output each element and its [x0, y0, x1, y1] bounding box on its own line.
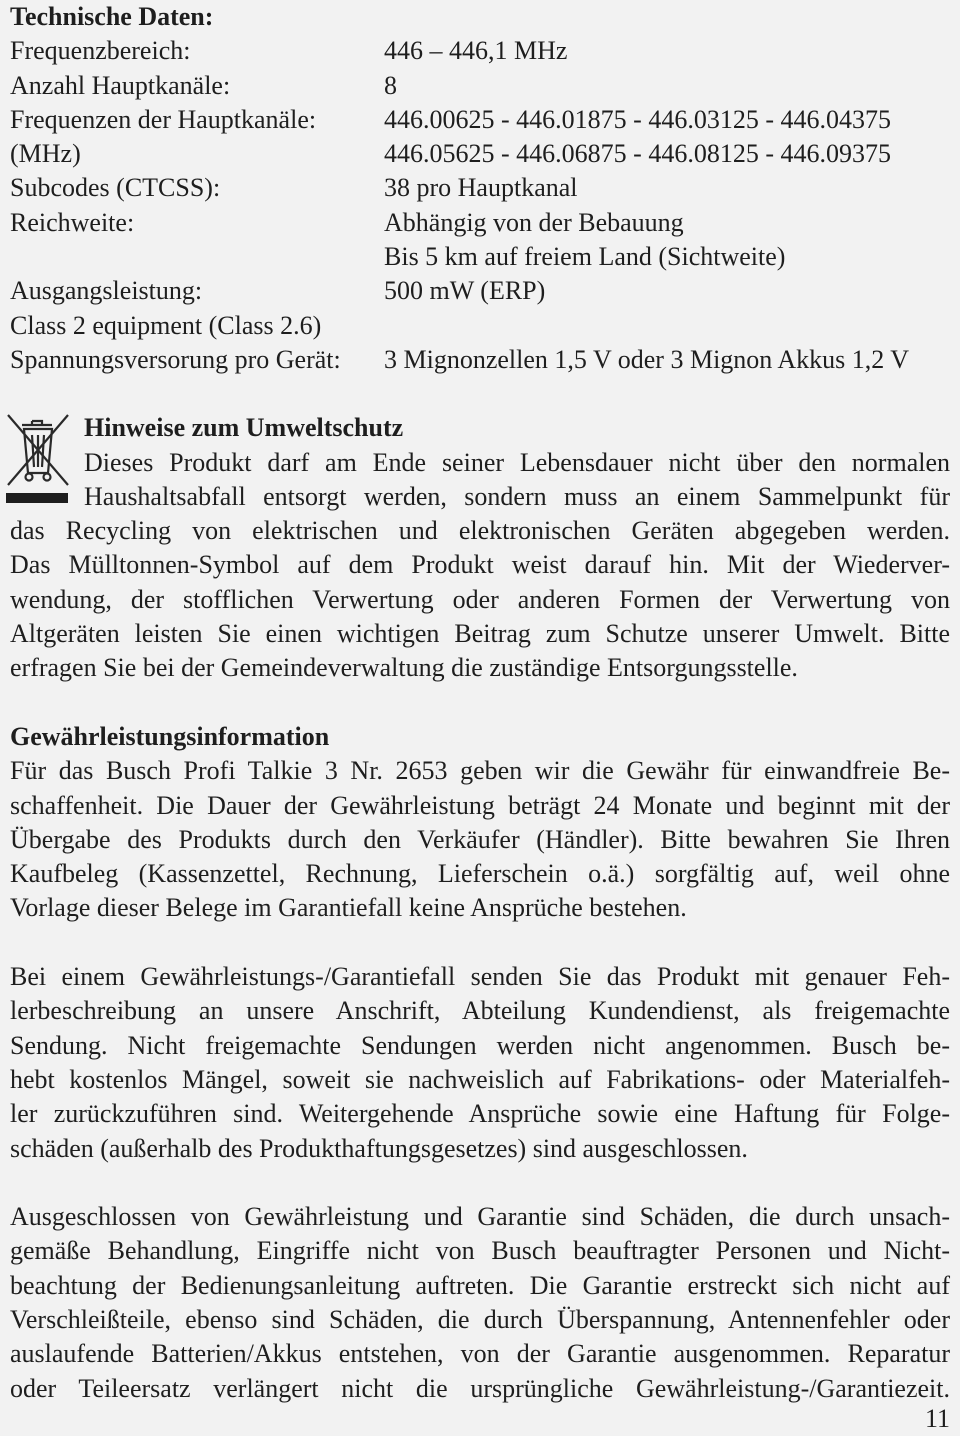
text-line: schäden (außerhalb des Produkthaftungsgesetzes) sind ausgeschlossen.	[10, 1133, 748, 1163]
spec-value: Bis 5 km auf freiem Land (Sichtweite)	[384, 242, 786, 272]
warranty-paragraph	[10, 754, 950, 925]
environment-line: Dieses Produkt darf am Ende seiner Lebensdauer nicht über den normalen	[84, 447, 950, 477]
spec-label	[10, 240, 384, 274]
spec-value: 8	[384, 70, 397, 100]
spec-value: 3 Mignonzellen 1,5 V oder 3 Mignon Akkus 1,2 V	[384, 344, 910, 374]
environment-line: wendung, der stofflichen Verwertung oder anderen Formen der Verwertung von	[10, 584, 950, 614]
spec-label: Ausgangsleistung:	[10, 276, 203, 306]
text-line: Sendung. Nicht freigemachte Sendungen werden nicht angenommen. Busch be-	[10, 1030, 950, 1060]
text-line: oder Teileersatz verlängert nicht die ursprüngliche Gewährleistung-/Garantiezeit.	[10, 1373, 950, 1403]
environment-line: erfragen Sie bei der Gemeindeverwaltung die zuständige Entsorgungsstelle.	[10, 653, 798, 683]
spec-value: Abhängig von der Bebauung	[384, 207, 684, 237]
environment-title: Hinweise zum Umweltschutz	[84, 413, 404, 443]
spec-row	[10, 274, 950, 308]
spec-value: 446.05625 - 446.06875 - 446.08125 - 446.09375	[384, 139, 891, 169]
spec-value	[384, 309, 950, 343]
text-line: Vorlage dieser Belege im Garantiefall keine Ansprüche bestehen.	[10, 893, 687, 923]
text-line: gemäße Behandlung, Eingriffe nicht von Busch beauftragter Personen und Nicht-	[10, 1236, 950, 1266]
spec-table	[10, 34, 950, 377]
spec-value: 500 mW (ERP)	[384, 276, 546, 306]
spec-label: Frequenzbereich:	[10, 36, 191, 66]
warranty-title: Gewährleistungsinformation	[10, 721, 330, 751]
text-line: Kaufbeleg (Kassenzettel, Rechnung, Lieferschein o.ä.) sorgfältig auf, weil ohne	[10, 859, 950, 889]
spec-label: (MHz)	[10, 139, 81, 169]
environment-line: das Recycling von elektrischen und elektronischen Geräten abgegeben werden.	[10, 516, 950, 546]
text-line: Verschleißteile, ebenso sind Schäden, die durch Überspannung, Antennenfehler oder	[10, 1304, 950, 1334]
spec-row	[10, 137, 950, 171]
spec-row	[10, 171, 950, 205]
text-line: schaffenheit. Die Dauer der Gewährleistung beträgt 24 Monate und beginnt mit der	[10, 790, 950, 820]
environment-section	[10, 411, 950, 685]
spacer	[10, 926, 950, 960]
spacer	[10, 686, 950, 720]
spec-value: 38 pro Hauptkanal	[384, 173, 578, 203]
spec-label: Frequenzen der Hauptkanäle:	[10, 104, 317, 134]
text-line: Für das Busch Profi Talkie 3 Nr. 2653 geben wir die Gewähr für einwandfreie Be-	[10, 756, 950, 786]
spec-row	[10, 34, 950, 68]
text-line: Bei einem Gewährleistungs-/Garantiefall senden Sie das Produkt mit genauer Feh-	[10, 962, 950, 992]
text-line: ler zurückzuführen sind. Weitergehende Ansprüche sowie eine Haftung für Folge-	[10, 1099, 950, 1129]
spec-row	[10, 240, 950, 274]
spec-row	[10, 103, 950, 137]
warranty-paragraph	[10, 960, 950, 1166]
warranty-paragraph	[10, 1200, 950, 1406]
text-line: beachtung der Bedienungsanleitung auftreten. Die Garantie erstreckt sich nicht auf	[10, 1270, 950, 1300]
text-line: lerbeschreibung an unsere Anschrift, Abteilung Kundendienst, als freigemachte	[10, 996, 950, 1026]
text-line: hebt kostenlos Mängel, soweit sie nachweislich auf Fabrikations- oder Materialfeh-	[10, 1064, 950, 1094]
spacer	[10, 1166, 950, 1200]
crossed-out-wheelie-bin-icon	[2, 411, 72, 511]
text-line: auslaufende Batterien/Akkus entstehen, von der Garantie ausgenommen. Reparatur	[10, 1339, 950, 1369]
text-line: Ausgeschlossen von Gewährleistung und Garantie sind Schäden, die durch unsach-	[10, 1202, 950, 1232]
spec-label: Class 2 equipment (Class 2.6)	[10, 310, 322, 340]
text-line: Übergabe des Produkts durch den Verkäufer (Händler). Bitte bewahren Sie Ihren	[10, 824, 950, 854]
spec-label: Reichweite:	[10, 207, 135, 237]
spec-value: 446.00625 - 446.01875 - 446.03125 - 446.04375	[384, 104, 891, 134]
spec-row	[10, 343, 950, 377]
environment-line: Das Mülltonnen-Symbol auf dem Produkt weist darauf hin. Mit der Wiederver-	[10, 550, 950, 580]
spec-row	[10, 69, 950, 103]
tech-data-title: Technische Daten:	[10, 2, 214, 31]
environment-line: Altgeräten leisten Sie einen wichtigen Beitrag zum Schutze unserer Umwelt. Bitte	[10, 619, 950, 649]
spec-row	[10, 309, 950, 343]
spec-value: 446 – 446,1 MHz	[384, 36, 568, 66]
spec-row	[10, 206, 950, 240]
page-number: 11	[924, 1404, 950, 1433]
spec-label: Anzahl Hauptkanäle:	[10, 70, 231, 100]
spec-label: Subcodes (CTCSS):	[10, 173, 221, 203]
spec-label: Spannungsversorung pro Gerät:	[10, 344, 341, 374]
environment-line: Haushaltsabfall entsorgt werden, sondern muss an einem Sammelpunkt für	[84, 481, 950, 511]
